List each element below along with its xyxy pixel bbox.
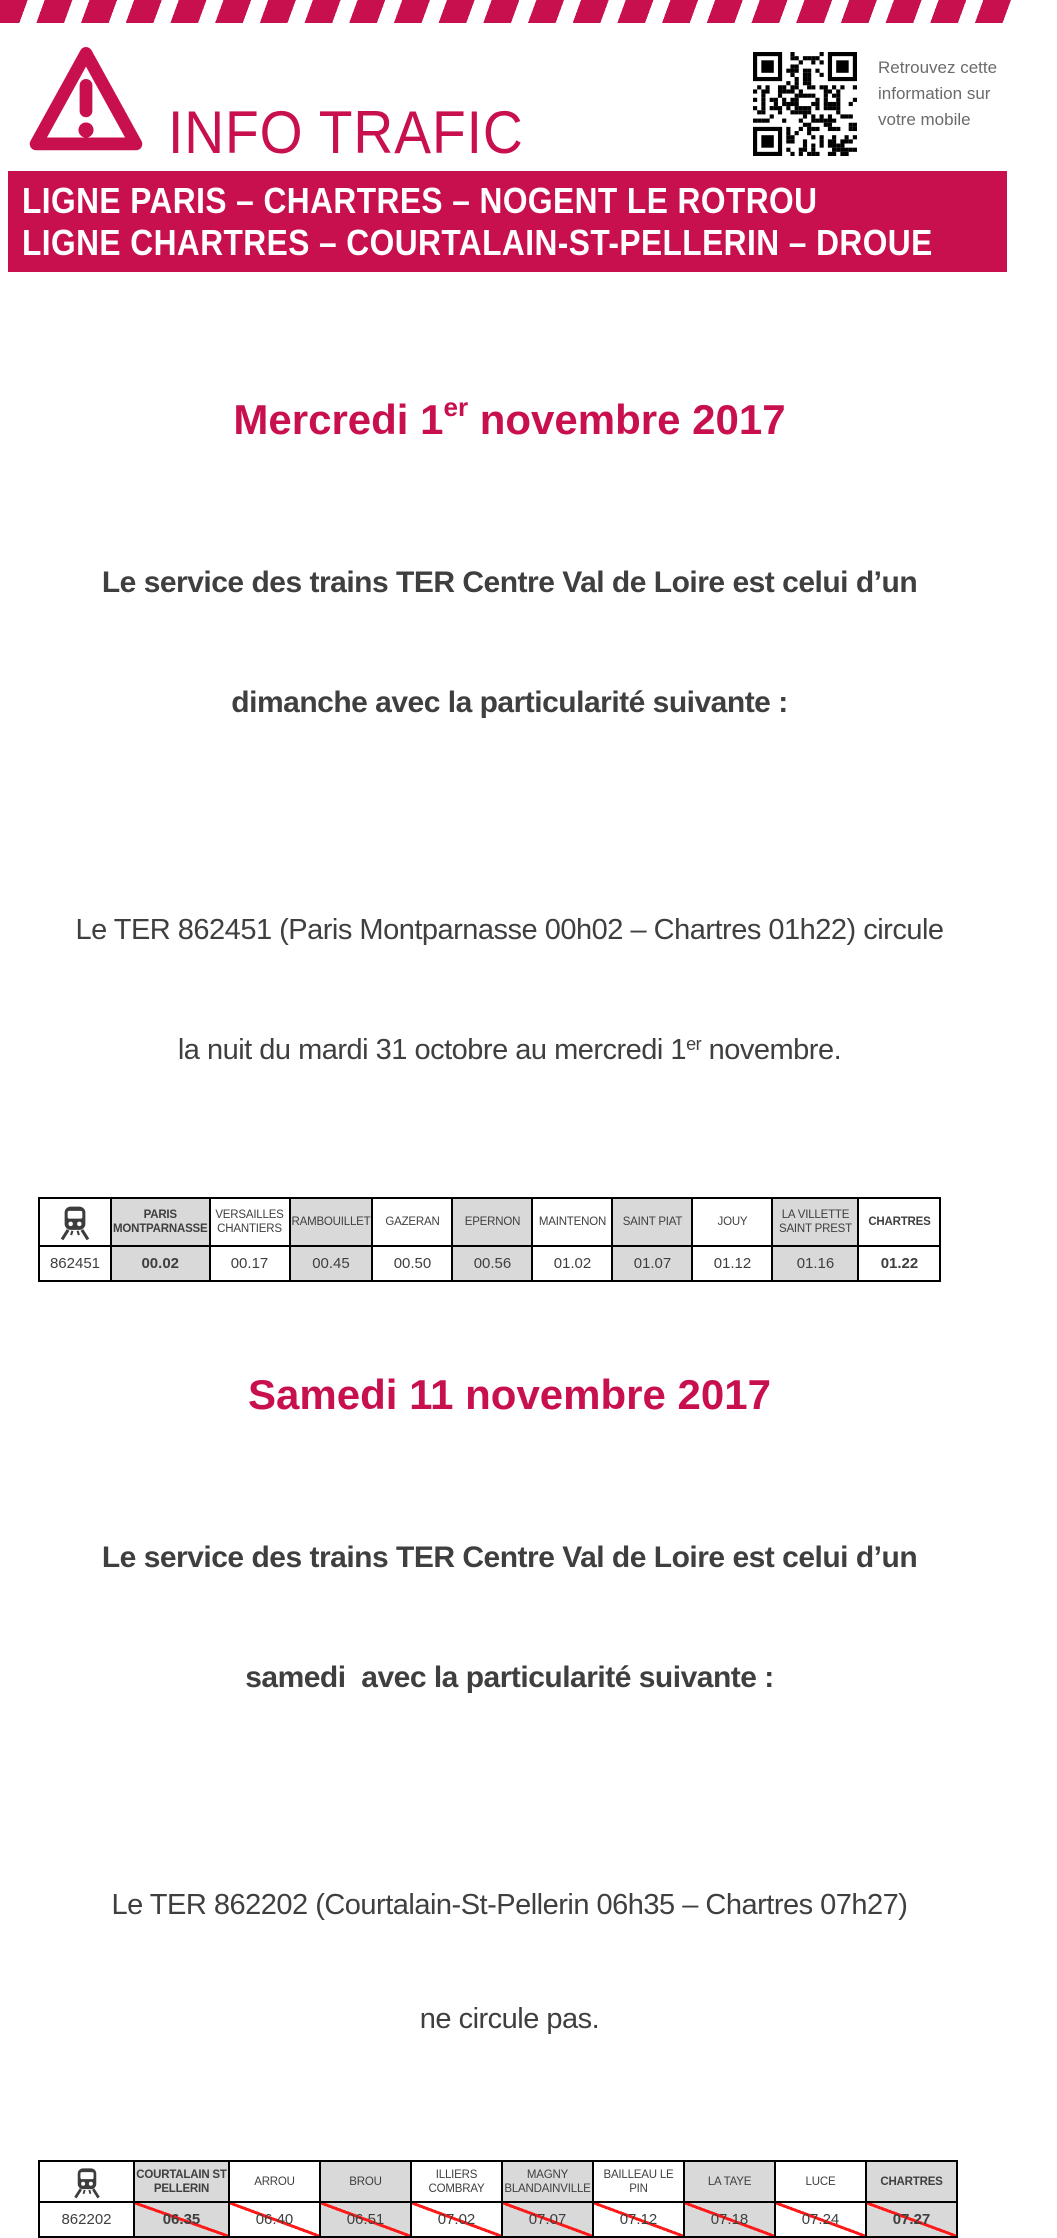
line-banner: [8, 171, 1007, 272]
time-cell: 00.02: [111, 1246, 210, 1281]
detail-line: Le TER 862451 (Paris Montparnasse 00h02 – Chartres 01h22) circule: [75, 914, 944, 946]
decorative-stripes: [0, 0, 1019, 23]
station-header: JOUY: [692, 1198, 772, 1246]
station-header: RAMBOUILLET: [290, 1198, 373, 1246]
section1-heading: Mercredi 1er novembre 2017: [233, 392, 786, 443]
station-header: GAZERAN: [372, 1198, 452, 1246]
section2-detail: [0, 1810, 1019, 2114]
station-header-row: [39, 1198, 940, 1246]
banner-line-2: LIGNE CHARTRES – COURTALAIN-ST-PELLERIN – DROUE: [22, 222, 933, 263]
time-cell-cancelled: 07.18: [684, 2202, 775, 2237]
time-cell-cancelled: 07.24: [775, 2202, 866, 2237]
time-cell-cancelled: 06.40: [229, 2202, 320, 2237]
time-cell: 01.22: [858, 1246, 940, 1281]
notice-line: Le service des trains TER Centre Val de Loire est celui d’un: [101, 566, 918, 599]
qr-caption: Retrouvez cette information sur votre mobile: [878, 58, 998, 129]
station-header: CHARTRES: [858, 1198, 940, 1246]
station-header: VERSAILLES CHANTIERS: [210, 1198, 290, 1246]
station-header: LA TAYE: [684, 2161, 775, 2202]
superscript: er: [443, 392, 469, 422]
station-header: SAINT PIAT: [612, 1198, 692, 1246]
section2-heading: Samedi 11 novembre 2017: [248, 1371, 771, 1418]
detail-line: Le TER 862202 (Courtalain-St-Pellerin 06h35 – Chartres 07h27): [111, 1889, 908, 1921]
station-header: CHARTRES: [866, 2161, 957, 2202]
notice-line: Le service des trains TER Centre Val de Loire est celui d’un: [101, 1541, 918, 1574]
time-cell-cancelled: 07.02: [411, 2202, 502, 2237]
time-cell: 00.45: [290, 1246, 373, 1281]
times-row: [39, 1246, 940, 1281]
warning-triangle-icon: [28, 43, 144, 159]
notice-line: samedi avec la particularité suivante :: [245, 1661, 774, 1694]
section1-notice: [0, 483, 1019, 803]
time-cell: 00.56: [452, 1246, 532, 1281]
time-cell: 01.07: [612, 1246, 692, 1281]
station-header: MAGNY BLANDAINVILLE: [502, 2161, 593, 2202]
train-icon: [39, 1198, 111, 1246]
page-title: INFO TRAFIC: [168, 99, 524, 166]
time-cell: 01.16: [772, 1246, 858, 1281]
detail-line: la nuit du mardi 31 octobre au mercredi 1er novembre.: [177, 1034, 842, 1066]
station-header: EPERNON: [452, 1198, 532, 1246]
time-cell-cancelled: 07.07: [502, 2202, 593, 2237]
station-header: ILLIERS COMBRAY: [411, 2161, 502, 2202]
header: [0, 23, 1019, 171]
station-header: LA VILLETTE SAINT PREST: [772, 1198, 858, 1246]
section1-detail: [0, 835, 1019, 1145]
notice-line: dimanche avec la particularité suivante :: [231, 686, 788, 719]
timetable-862451: [38, 1197, 941, 1282]
station-header: PARIS MONTPARNASSE: [111, 1198, 210, 1246]
station-header: BAILLEAU LE PIN: [593, 2161, 684, 2202]
train-icon: [39, 2161, 134, 2202]
times-row: [39, 2202, 957, 2237]
time-cell-cancelled: 06.35: [134, 2202, 229, 2237]
qr-code: [753, 52, 857, 156]
station-header: COURTALAIN ST PELLERIN: [134, 2161, 229, 2202]
station-header: ARROU: [229, 2161, 320, 2202]
time-cell-cancelled: 06.51: [320, 2202, 411, 2237]
station-header: BROU: [320, 2161, 411, 2202]
time-cell: 01.02: [532, 1246, 612, 1281]
train-number: 862202: [39, 2202, 134, 2237]
time-cell-cancelled: 07.12: [593, 2202, 684, 2237]
station-header-row: [39, 2161, 957, 2202]
time-cell: 00.50: [372, 1246, 452, 1281]
time-cell-cancelled: 07.27: [866, 2202, 957, 2237]
station-header: LUCE: [775, 2161, 866, 2202]
station-header: MAINTENON: [532, 1198, 612, 1246]
detail-line: ne circule pas.: [419, 2003, 600, 2035]
time-cell: 01.12: [692, 1246, 772, 1281]
timetable-862202: [38, 2160, 958, 2238]
time-cell: 00.17: [210, 1246, 290, 1281]
banner-line-1: LIGNE PARIS – CHARTRES – NOGENT LE ROTROU: [22, 180, 818, 221]
train-number: 862451: [39, 1246, 111, 1281]
section2-notice: [0, 1458, 1019, 1778]
superscript: er: [686, 1034, 702, 1054]
